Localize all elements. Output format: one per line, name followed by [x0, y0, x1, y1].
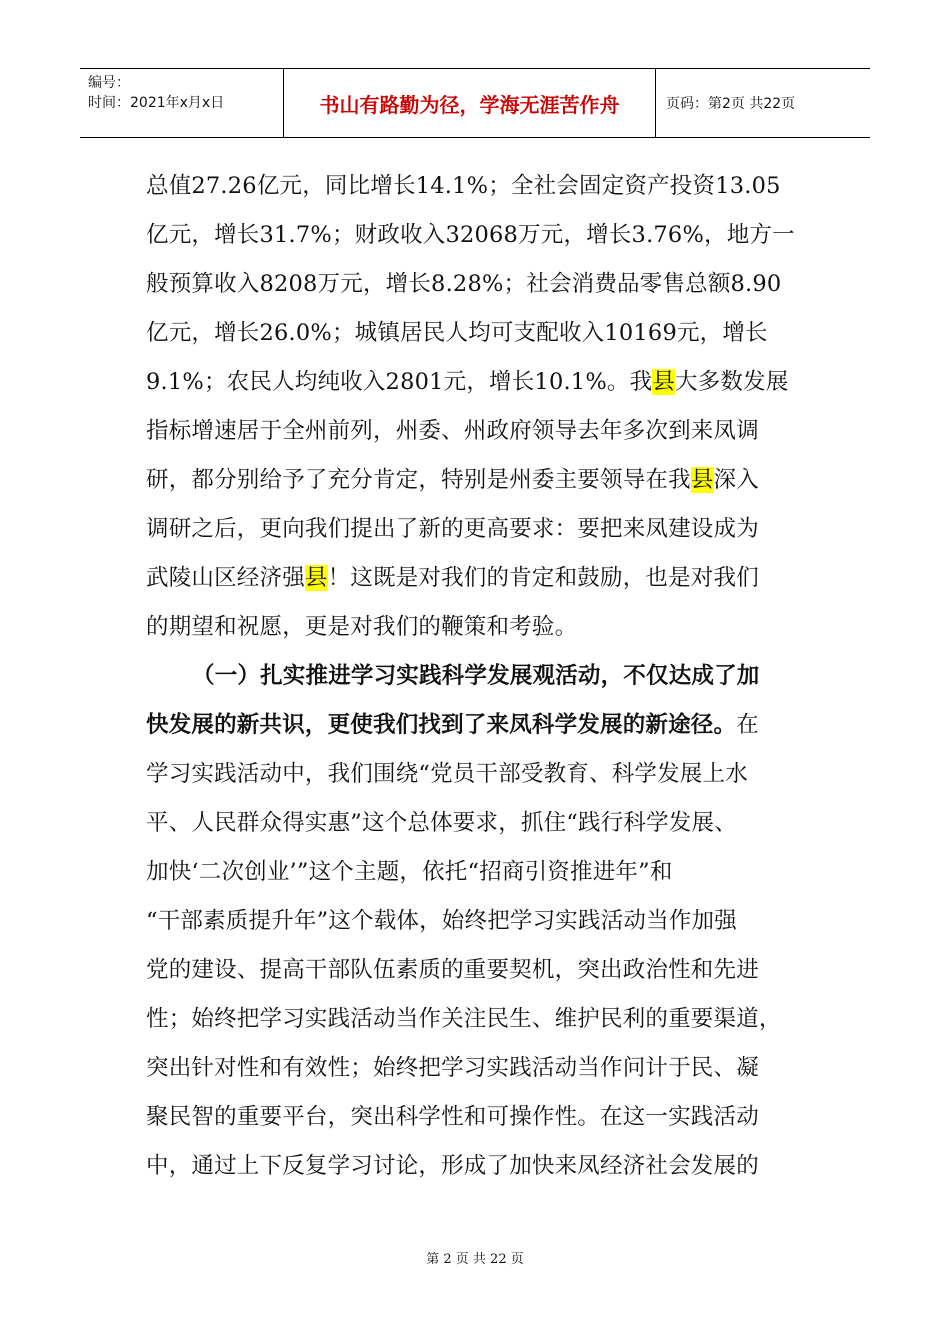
text-line: 亿元，增长26.0%；城镇居民人均可支配收入10169元，增长	[146, 320, 768, 346]
bold-heading-text: （一）扎实推进学习实践科学发展观活动，不仅达成了加	[192, 663, 760, 689]
text-line: 聚民智的重要平台，突出科学性和可操作性。在这一实践活动	[146, 1104, 759, 1130]
text-line: “干部素质提升年”这个载体，始终把学习实践活动当作加强	[146, 908, 737, 934]
text-segment: 在	[736, 712, 759, 738]
text-line	[146, 652, 796, 701]
page-footer: 第 2 页 共 22 页	[426, 1252, 524, 1267]
text-line: 亿元，增长31.7%；财政收入32068万元，增长3.76%，地方一	[146, 222, 795, 248]
text-line: 党的建设、提高干部队伍素质的重要契机，突出政治性和先进	[146, 957, 759, 983]
text-segment: ！这既是对我们的肯定和鼓励，也是对我们	[327, 565, 759, 591]
header-motto: 书山有路勤为径，学海无涯苦作舟	[283, 69, 656, 137]
text-line	[146, 554, 796, 603]
text-line: 调研之后，更向我们提出了新的更高要求：要把来凤建设成为	[146, 516, 759, 542]
header-meta	[80, 69, 283, 137]
number-label: 编号：	[88, 75, 130, 91]
highlighted-term: 县	[304, 565, 328, 591]
date-label: 时间：2021年x月x日	[88, 95, 225, 111]
text-line: 突出针对性和有效性；始终把学习实践活动当作问计于民、凝	[146, 1055, 759, 1081]
highlighted-term: 县	[690, 467, 714, 493]
text-segment: 深入	[713, 467, 759, 493]
highlighted-term: 县	[652, 369, 676, 395]
document-header	[80, 68, 870, 138]
text-line: 性；始终把学习实践活动当作关注民生、维护民利的重要渠道，	[146, 1006, 782, 1032]
text-segment: 大多数发展	[675, 369, 789, 395]
text-line	[146, 701, 796, 750]
text-line: 般预算收入8208万元，增长8.28%；社会消费品零售总额8.90	[146, 271, 782, 297]
header-page-info: 页码：第2页 共22页	[666, 96, 796, 112]
text-line: 平、人民群众得实惠”这个总体要求，抓住“践行科学发展、	[146, 810, 737, 836]
text-line: 总值27.26亿元，同比增长14.1%；全社会固定资产投资13.05	[146, 173, 781, 199]
text-segment: 武陵山区经济强	[146, 565, 305, 591]
text-line	[146, 358, 796, 407]
text-line: 学习实践活动中，我们围绕“党员干部受教育、科学发展上水	[146, 761, 748, 787]
bold-heading-text: 快发展的新共识，更使我们找到了来凤科学发展的新途径。	[146, 712, 737, 738]
text-segment: 研，都分别给予了充分肯定，特别是州委主要领导在我	[146, 467, 691, 493]
text-line: 指标增速居于全州前列，州委、州政府领导去年多次到来凤调	[146, 418, 759, 444]
body-text	[146, 162, 796, 1191]
text-line: 的期望和祝愿，更是对我们的鞭策和考验。	[146, 614, 578, 640]
text-line	[146, 456, 796, 505]
text-line: 中，通过上下反复学习讨论，形成了加快来凤经济社会发展的	[146, 1153, 759, 1179]
text-line: 加快‘二次创业’”这个主题，依托“招商引资推进年”和	[146, 859, 673, 885]
text-segment: 9.1%；农民人均纯收入2801元，增长10.1%。我	[146, 369, 653, 395]
